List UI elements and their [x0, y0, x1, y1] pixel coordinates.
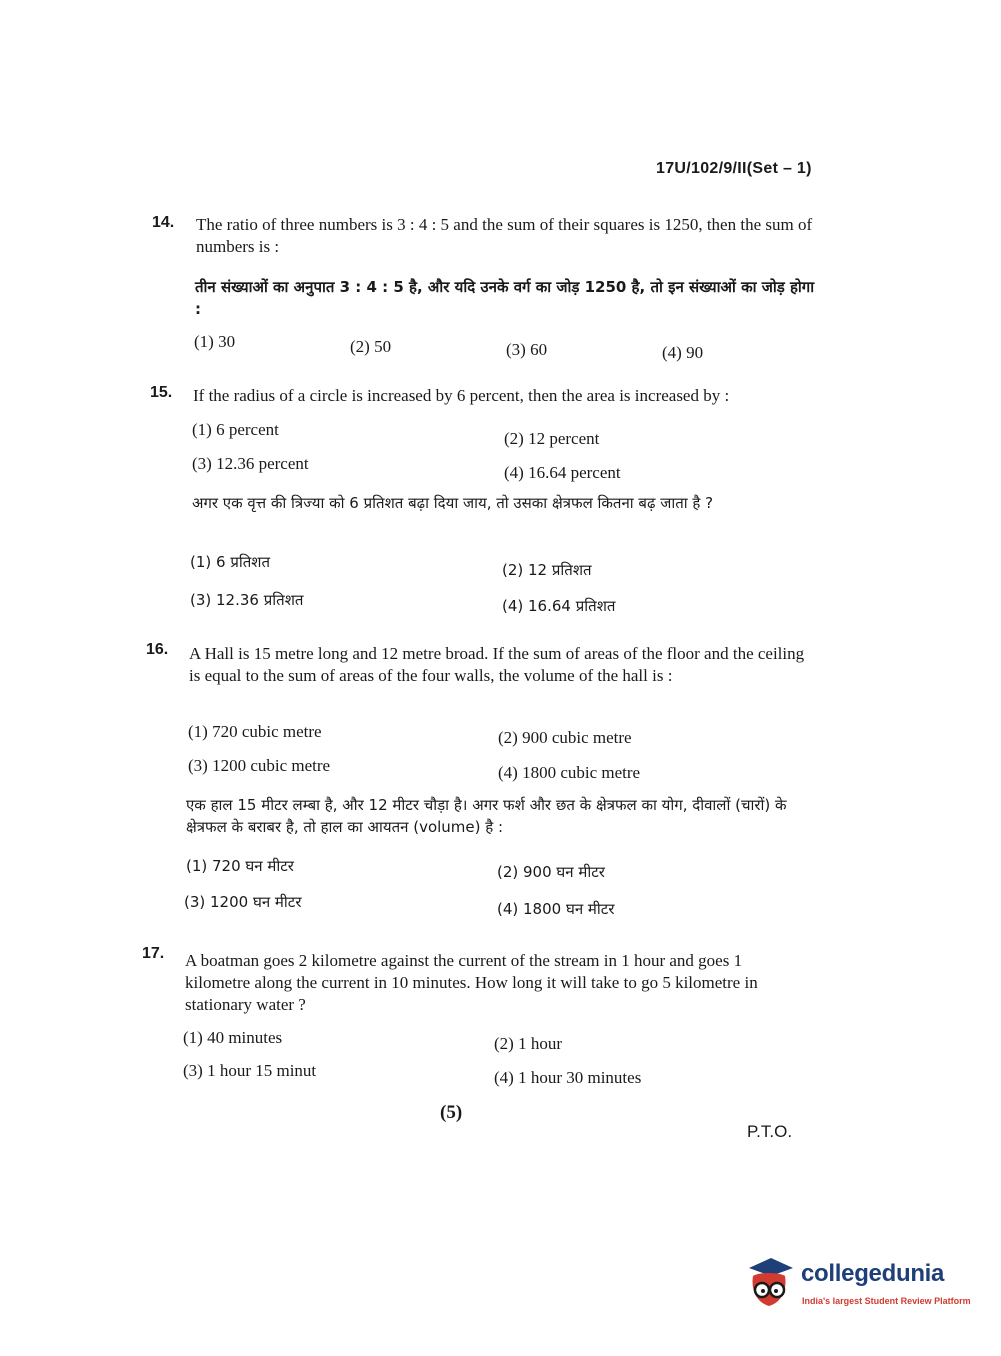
option-hi-2: (2) 12 प्रतिशत: [502, 561, 592, 579]
question-text-hi: एक हाल 15 मीटर लम्बा है, और 12 मीटर चौड़ा है। अगर फर्श और छत के क्षेत्रफल का योग, दीवालों (चारों) के क्षेत्रफल के बराबर है, तो हाल का आयतन (volume) है :: [186, 796, 787, 836]
question-number: 14.: [152, 214, 175, 231]
option-en-2: (2) 900 cubic metre: [498, 728, 632, 747]
brand-tagline: India's largest Student Review Platform: [802, 1296, 971, 1306]
brand-name: collegedunia: [801, 1260, 945, 1287]
option-en-3: (3) 12.36 percent: [192, 454, 309, 473]
option-2: (2) 50: [350, 337, 392, 356]
option-en-4: (4) 1800 cubic metre: [498, 763, 641, 782]
option-en-3: (3) 1200 cubic metre: [188, 756, 331, 775]
paper-code: 17U/102/9/II(Set – 1): [656, 160, 812, 177]
option-4: (4) 1 hour 30 minutes: [494, 1068, 642, 1087]
option-4: (4) 90: [662, 343, 704, 362]
question-number: 16.: [146, 641, 169, 658]
option-hi-3: (3) 12.36 प्रतिशत: [190, 591, 304, 609]
option-hi-3: (3) 1200 घन मीटर: [184, 893, 302, 911]
option-1: (1) 40 minutes: [183, 1028, 283, 1047]
question-text-hi: अगर एक वृत्त की त्रिज्या को 6 प्रतिशत बढ़ा दिया जाय, तो उसका क्षेत्रफल कितना बढ़ जाता है ?: [192, 494, 714, 512]
option-en-4: (4) 16.64 percent: [504, 463, 621, 482]
question-text-en: A Hall is 15 metre long and 12 metre broad. If the sum of areas of the floor and the ceiling is equal to the sum of areas of the four walls, the volume of the hall is :: [189, 644, 805, 685]
option-en-1: (1) 720 cubic metre: [188, 722, 322, 741]
option-en-1: (1) 6 percent: [192, 420, 279, 439]
question-number: 17.: [142, 945, 165, 962]
question-text-en: A boatman goes 2 kilometre against the current of the stream in 1 hour and goes 1 kilometre along the current in 10 minutes. How long it will take to go 5 kilometre in stationary water ?: [185, 951, 758, 1014]
question-text-en: If the radius of a circle is increased by 6 percent, then the area is increased by :: [193, 386, 730, 405]
option-3: (3) 1 hour 15 minut: [183, 1061, 317, 1080]
option-1: (1) 30: [194, 332, 236, 351]
pto-label: P.T.O.: [747, 1122, 793, 1141]
option-hi-2: (2) 900 घन मीटर: [497, 863, 605, 881]
option-hi-1: (1) 6 प्रतिशत: [190, 553, 271, 571]
option-2: (2) 1 hour: [494, 1034, 562, 1053]
question-text-hi: तीन संख्याओं का अनुपात 3 : 4 : 5 है, और यदि उनके वर्ग का जोड़ 1250 है, तो इन संख्याओं का जोड़ होगा :: [195, 278, 815, 318]
mascot-icon: [741, 1254, 797, 1310]
option-3: (3) 60: [506, 340, 548, 359]
option-hi-1: (1) 720 घन मीटर: [186, 857, 294, 875]
option-hi-4: (4) 16.64 प्रतिशत: [502, 597, 616, 615]
option-hi-4: (4) 1800 घन मीटर: [497, 900, 615, 918]
option-en-2: (2) 12 percent: [504, 429, 600, 448]
question-number: 15.: [150, 384, 173, 401]
page-number: (5): [440, 1102, 463, 1123]
question-text-en: The ratio of three numbers is 3 : 4 : 5 and the sum of their squares is 1250, then the sum of numbers is :: [196, 215, 813, 256]
collegedunia-watermark: [741, 1250, 971, 1314]
